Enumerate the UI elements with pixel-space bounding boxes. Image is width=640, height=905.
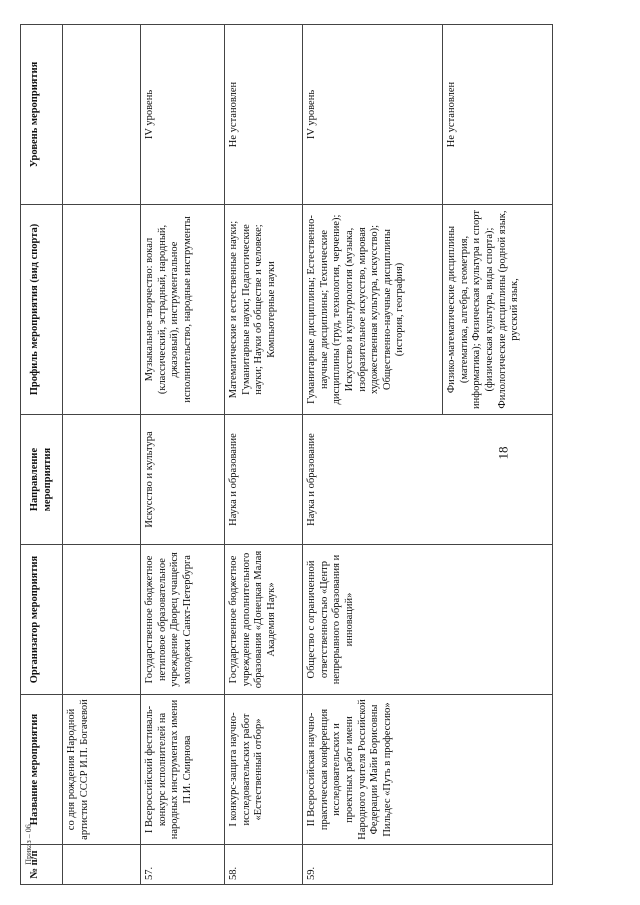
row-direction: Наука и образование (303, 415, 553, 545)
row-organizer (63, 545, 141, 695)
row-name: II Всероссийская научно-практическая конференция исследовательских и проектных работ имени Народного учителя Российской Федерации Майи Борисовны Пильдес «Путь в профессию» (303, 695, 553, 845)
row-level-b: Не установлен (443, 25, 553, 205)
row-num: 57. (141, 845, 225, 885)
row-organizer: Государственное бюджетное нетиповое образовательное учреждение Дворец учащейся молодежи Санкт-Петербурга (141, 545, 225, 695)
row-organizer: Общество с ограниченной ответственностью «Центр непрерывного образования и инноваций» (303, 545, 553, 695)
header-name: Название мероприятия (21, 695, 63, 845)
row-direction: Искусство и культура (141, 415, 225, 545)
rotated-table-container (20, 25, 610, 885)
header-organizer: Организатор мероприятия (21, 545, 63, 695)
table-row (225, 25, 303, 885)
table-row (63, 25, 141, 885)
row-level (63, 25, 141, 205)
row-name: I конкурс-защита научно-исследовательских работ «Естественный отбор» (225, 695, 303, 845)
row-profile (63, 205, 141, 415)
row-num: 58. (225, 845, 303, 885)
row-direction (63, 415, 141, 545)
row-profile: Математические и естественные науки; Гуманитарные науки; Педагогические науки; Науки об обществе и человеке; Компьютерные науки (225, 205, 303, 415)
footer-mark: Приказ – 06 (23, 824, 33, 865)
header-direction: Направление мероприятия (21, 415, 63, 545)
table-row (303, 25, 443, 885)
header-level: Уровень мероприятия (21, 25, 63, 205)
row-level: IV уровень (141, 25, 225, 205)
row-num (63, 845, 141, 885)
page-number: 18 (495, 446, 511, 460)
row-name: со дня рождения Народной артистки СССР И.П. Богачевой (63, 695, 141, 845)
row-profile-a: Гуманитарные дисциплины; Естественно-научные дисциплины; Технические дисциплины (труд, технология, черчение); Искусство и культурология (музыка, изобразительное искусство, мировая художественная культура, искусство); Общественно-научные дисциплины (история, география) (303, 205, 443, 415)
row-organizer: Государственное бюджетное учреждение дополнительного образования «Донецкая Малая Академия Наук» (225, 545, 303, 695)
table-row (141, 25, 225, 885)
row-direction: Наука и образование (225, 415, 303, 545)
row-name: I Всероссийский фестиваль-конкурс исполнителей на народных инструментах имени П.И. Смирнова (141, 695, 225, 845)
row-profile-b: Физико-математические дисциплины (математика, алгебра, геометрия, информатика); Физическая культура и спорт (физическая культура, виды спорта); Филологические дисциплины (родной язык, русский язык, (443, 205, 553, 415)
row-num: 59. (303, 845, 553, 885)
table-header-row (21, 25, 63, 885)
header-profile: Профиль мероприятия (вид спорта) (21, 205, 63, 415)
row-level: Не установлен (225, 25, 303, 205)
row-profile: Музыкальное творчество: вокал (классический, эстрадный, народный, джазовый), инструментальное исполнительство, народные инструменты (141, 205, 225, 415)
header-num: № п/п (21, 845, 63, 885)
row-level-a: IV уровень (303, 25, 443, 205)
events-table (20, 24, 553, 885)
